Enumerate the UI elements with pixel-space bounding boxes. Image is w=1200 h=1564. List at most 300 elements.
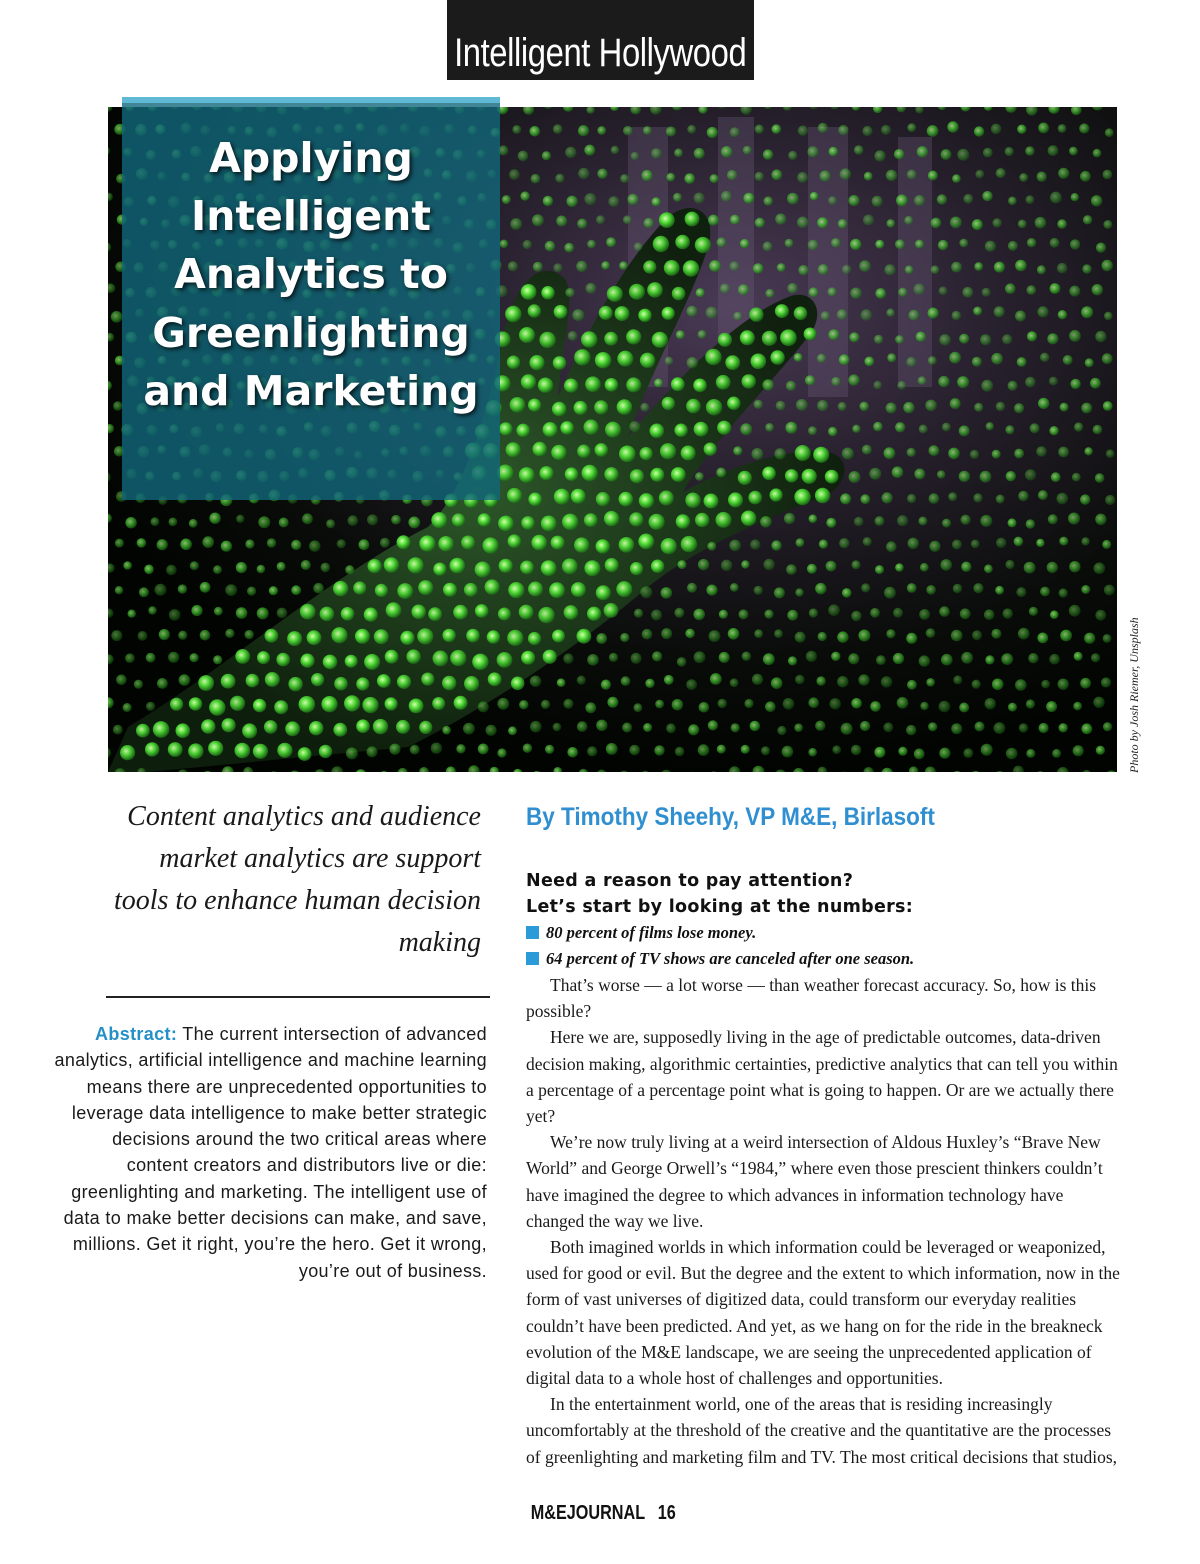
light-dot xyxy=(1082,264,1091,273)
light-dot xyxy=(432,697,445,710)
light-dot xyxy=(510,397,526,413)
light-dot xyxy=(169,518,178,527)
light-dot xyxy=(699,702,710,713)
light-dot xyxy=(1051,472,1061,482)
light-dot xyxy=(810,192,819,201)
light-dot xyxy=(762,467,776,481)
light-dot xyxy=(608,196,619,207)
light-dot xyxy=(508,582,524,598)
light-dot xyxy=(530,676,541,687)
light-dot xyxy=(300,654,314,668)
light-dot xyxy=(200,582,211,593)
light-dot xyxy=(596,720,607,731)
light-dot xyxy=(674,148,683,157)
light-dot xyxy=(279,518,289,528)
light-dot xyxy=(555,174,564,183)
light-dot xyxy=(1083,215,1092,224)
light-dot xyxy=(991,353,1003,365)
light-dot xyxy=(488,672,502,686)
light-dot xyxy=(277,743,292,758)
light-dot xyxy=(574,349,590,365)
light-dot xyxy=(906,725,916,735)
light-dot xyxy=(1049,654,1060,665)
light-dot xyxy=(952,311,961,320)
light-dot xyxy=(874,747,885,758)
light-dot xyxy=(1037,306,1048,317)
light-dot xyxy=(849,471,861,483)
light-dot xyxy=(520,191,529,200)
light-dot xyxy=(742,652,751,661)
light-dot xyxy=(587,240,596,249)
light-dot xyxy=(851,745,861,755)
light-dot xyxy=(788,656,797,665)
light-dot xyxy=(1096,243,1106,253)
light-dot xyxy=(837,676,848,687)
light-dot xyxy=(321,696,337,712)
light-dot xyxy=(375,584,388,597)
light-dot xyxy=(972,357,982,367)
light-dot xyxy=(1024,562,1036,574)
light-dot xyxy=(644,218,654,228)
light-dot xyxy=(1037,633,1048,644)
light-dot xyxy=(980,471,992,483)
light-dot xyxy=(1069,286,1080,297)
light-dot xyxy=(1090,378,1101,389)
light-dot xyxy=(497,698,509,710)
light-dot xyxy=(545,745,554,754)
light-dot xyxy=(869,468,881,480)
light-dot xyxy=(991,124,1002,135)
byline-text: By Timothy Sheehy, VP M&E, Birlasoft xyxy=(526,803,935,831)
paragraph: That’s worse — a lot worse — than weather forecast accuracy. So, how is this possible? xyxy=(526,975,1097,1022)
light-dot xyxy=(265,672,280,687)
light-dot xyxy=(815,583,826,594)
light-dot xyxy=(486,725,497,736)
light-dot xyxy=(717,421,731,435)
light-dot xyxy=(705,349,721,365)
light-dot xyxy=(311,673,324,686)
light-dot xyxy=(795,675,805,685)
light-dot xyxy=(852,560,861,569)
light-dot xyxy=(1070,379,1080,389)
light-dot xyxy=(498,608,511,621)
light-dot xyxy=(754,400,763,409)
light-dot xyxy=(753,263,764,274)
light-dot xyxy=(373,719,388,734)
light-dot xyxy=(1008,381,1018,391)
light-dot xyxy=(1069,561,1080,572)
light-dot xyxy=(851,611,861,621)
light-dot xyxy=(585,376,601,392)
light-dot xyxy=(677,657,687,667)
light-dot xyxy=(873,381,882,390)
light-dot xyxy=(213,655,222,664)
light-dot xyxy=(1047,562,1058,573)
light-dot xyxy=(577,445,590,458)
light-dot xyxy=(626,329,641,344)
light-dot xyxy=(155,584,167,596)
light-dot xyxy=(323,655,338,670)
light-dot xyxy=(368,559,382,573)
light-dot xyxy=(704,494,719,509)
light-dot xyxy=(782,746,794,758)
light-dot xyxy=(604,332,618,346)
light-dot xyxy=(543,422,558,437)
light-dot xyxy=(894,149,904,159)
light-dot xyxy=(886,309,894,317)
light-dot xyxy=(649,514,665,530)
light-dot xyxy=(785,469,798,482)
light-dot xyxy=(596,215,605,224)
light-dot xyxy=(983,148,993,158)
light-dot xyxy=(198,675,214,691)
light-dot xyxy=(191,605,202,616)
light-dot xyxy=(741,745,750,754)
light-dot xyxy=(981,380,993,392)
light-dot xyxy=(1074,652,1083,661)
light-dot xyxy=(971,540,980,549)
light-dot xyxy=(960,608,971,619)
light-dot xyxy=(337,539,346,548)
light-dot xyxy=(838,402,847,411)
light-dot xyxy=(1041,680,1050,689)
light-dot xyxy=(904,216,913,225)
bullet-square-icon xyxy=(526,952,539,965)
light-dot xyxy=(385,697,398,710)
light-dot xyxy=(123,561,132,570)
light-dot xyxy=(1057,263,1068,274)
light-dot xyxy=(727,397,740,410)
light-dot xyxy=(499,559,513,573)
light-dot xyxy=(751,354,767,370)
light-dot xyxy=(596,539,610,553)
light-dot xyxy=(941,654,953,666)
light-dot xyxy=(963,194,973,204)
light-dot xyxy=(907,170,917,180)
light-dot xyxy=(892,466,904,478)
light-dot xyxy=(1069,605,1081,617)
light-dot xyxy=(947,121,958,132)
light-dot xyxy=(830,698,841,709)
light-dot xyxy=(1103,401,1113,411)
light-dot xyxy=(671,467,686,482)
light-dot xyxy=(828,196,837,205)
light-dot xyxy=(245,539,254,548)
light-dot xyxy=(777,263,786,272)
light-dot xyxy=(831,238,841,248)
light-dot xyxy=(671,377,685,391)
light-dot xyxy=(309,721,323,735)
light-dot xyxy=(1070,239,1080,249)
light-dot xyxy=(645,679,654,688)
light-dot xyxy=(367,746,378,757)
light-dot xyxy=(818,123,828,133)
light-dot xyxy=(567,747,578,758)
light-dot xyxy=(606,743,618,755)
light-dot xyxy=(818,632,827,641)
light-dot xyxy=(1101,677,1111,687)
light-dot xyxy=(1036,446,1047,457)
light-dot xyxy=(564,605,579,620)
light-dot xyxy=(828,427,837,436)
light-dot xyxy=(136,724,150,738)
light-dot xyxy=(941,149,952,160)
light-dot xyxy=(507,356,520,369)
light-dot xyxy=(258,516,270,528)
light-dot xyxy=(428,607,442,621)
light-dot xyxy=(972,630,982,640)
light-dot xyxy=(529,355,544,370)
light-dot xyxy=(750,539,760,549)
light-dot xyxy=(939,606,950,617)
light-dot xyxy=(775,214,786,225)
light-dot xyxy=(511,677,525,691)
light-dot xyxy=(584,420,599,435)
light-dot xyxy=(718,699,727,708)
light-dot xyxy=(875,516,885,526)
light-dot xyxy=(848,374,859,385)
light-dot xyxy=(345,565,354,574)
light-dot xyxy=(247,587,256,596)
light-dot xyxy=(125,517,136,528)
light-dot xyxy=(409,699,424,714)
light-dot xyxy=(300,604,316,620)
light-dot xyxy=(287,631,302,646)
light-dot xyxy=(733,446,742,455)
light-dot xyxy=(532,442,547,457)
journal-name: M&EJOURNAL xyxy=(530,1502,645,1524)
light-dot xyxy=(864,172,873,181)
light-dot xyxy=(606,237,616,247)
light-dot xyxy=(731,723,740,732)
light-dot xyxy=(688,724,699,735)
light-dot xyxy=(346,747,358,759)
light-dot xyxy=(554,305,568,319)
light-dot xyxy=(743,193,754,204)
light-dot xyxy=(213,565,222,574)
light-dot xyxy=(1105,495,1115,505)
light-dot xyxy=(974,126,984,136)
light-dot xyxy=(695,513,709,527)
light-dot xyxy=(595,352,611,368)
light-dot xyxy=(586,283,597,294)
light-dot xyxy=(629,512,643,526)
light-dot xyxy=(1104,312,1113,321)
light-dot xyxy=(774,587,785,598)
light-dot xyxy=(1038,490,1048,500)
light-dot xyxy=(1074,422,1083,431)
light-dot xyxy=(662,307,675,320)
light-dot xyxy=(698,559,709,570)
light-dot xyxy=(762,379,773,390)
light-dot xyxy=(907,494,916,503)
light-dot xyxy=(601,680,611,690)
light-dot xyxy=(265,629,279,643)
light-dot xyxy=(973,583,983,593)
light-dot xyxy=(920,702,928,710)
light-dot xyxy=(528,582,543,597)
light-dot xyxy=(640,447,653,460)
light-dot xyxy=(961,515,971,525)
light-dot xyxy=(221,541,232,552)
light-dot xyxy=(521,374,536,389)
light-dot xyxy=(914,749,925,760)
light-dot xyxy=(619,492,634,507)
light-dot xyxy=(353,581,366,594)
light-dot xyxy=(786,564,797,575)
light-dot xyxy=(274,700,288,714)
light-dot xyxy=(764,610,773,619)
light-dot xyxy=(710,673,722,685)
light-dot xyxy=(939,286,948,295)
light-dot xyxy=(838,219,848,229)
light-dot xyxy=(858,674,869,685)
light-dot xyxy=(684,173,695,184)
light-dot xyxy=(245,630,254,639)
light-dot xyxy=(1105,128,1114,137)
light-dot xyxy=(937,470,946,479)
light-dot xyxy=(587,746,597,756)
light-dot xyxy=(364,608,378,622)
light-dot xyxy=(453,605,468,620)
light-dot xyxy=(752,448,764,460)
light-dot xyxy=(740,239,749,248)
light-dot xyxy=(139,587,149,597)
light-dot xyxy=(905,265,914,274)
light-dot xyxy=(752,674,763,685)
light-dot xyxy=(596,492,610,506)
abstract xyxy=(50,1021,487,1284)
light-dot xyxy=(662,397,675,410)
light-dot xyxy=(881,676,892,687)
light-dot xyxy=(980,515,992,527)
light-dot xyxy=(113,725,123,735)
pull-quote: Content analytics and audience market analytics are support tools to enhance human decision making xyxy=(113,801,481,958)
light-dot xyxy=(508,534,522,548)
light-dot xyxy=(661,538,677,554)
light-dot xyxy=(397,675,411,689)
light-dot xyxy=(907,123,916,132)
light-dot xyxy=(685,212,700,227)
light-dot xyxy=(601,261,610,270)
light-dot xyxy=(832,745,841,754)
light-dot xyxy=(235,649,250,664)
light-dot xyxy=(652,332,668,348)
light-dot xyxy=(1079,123,1089,133)
light-dot xyxy=(507,630,523,646)
light-dot xyxy=(829,147,839,157)
light-dot xyxy=(1001,653,1013,665)
light-dot xyxy=(652,651,662,661)
light-dot xyxy=(951,723,962,734)
light-dot xyxy=(704,443,717,456)
light-dot xyxy=(1080,678,1091,689)
light-dot xyxy=(505,306,521,322)
light-dot xyxy=(873,422,883,432)
light-dot xyxy=(159,629,170,640)
light-dot xyxy=(815,721,825,731)
light-dot xyxy=(463,723,475,735)
light-dot xyxy=(729,540,741,552)
light-dot xyxy=(716,375,731,390)
light-dot xyxy=(741,511,756,526)
light-dot xyxy=(1028,653,1038,663)
light-dot xyxy=(795,445,811,461)
light-dot xyxy=(396,720,410,734)
light-dot xyxy=(959,425,970,436)
light-dot xyxy=(341,607,355,621)
light-dot xyxy=(754,586,763,595)
light-dot xyxy=(417,628,433,644)
light-dot xyxy=(665,357,674,366)
light-dot xyxy=(257,607,269,619)
light-dot xyxy=(708,720,718,730)
light-dot xyxy=(528,304,541,317)
light-dot xyxy=(828,287,837,296)
lead-line-1: Need a reason to pay attention? xyxy=(526,871,854,891)
light-dot xyxy=(478,744,489,755)
light-dot xyxy=(919,425,928,434)
light-dot xyxy=(687,583,697,593)
light-dot xyxy=(319,745,332,758)
light-dot xyxy=(408,517,420,529)
light-dot xyxy=(1103,634,1112,643)
light-dot xyxy=(774,448,785,459)
light-dot xyxy=(291,540,301,550)
photo-credit: Photo by Josh Riemer, Unsplash xyxy=(1127,617,1141,773)
light-dot xyxy=(694,651,706,663)
light-dot xyxy=(1052,749,1061,758)
light-dot xyxy=(421,673,434,686)
light-dot xyxy=(706,585,717,596)
light-dot xyxy=(851,698,862,709)
light-dot xyxy=(565,467,579,481)
light-dot xyxy=(931,218,942,229)
light-dot xyxy=(433,563,446,576)
light-dot xyxy=(707,542,716,551)
light-dot xyxy=(574,401,588,415)
light-dot xyxy=(577,676,586,685)
light-dot xyxy=(754,629,763,638)
light-dot xyxy=(916,332,926,342)
light-dot xyxy=(893,608,903,618)
light-dot xyxy=(1103,170,1113,180)
light-dot xyxy=(996,495,1005,504)
light-dot xyxy=(938,376,949,387)
light-dot xyxy=(643,126,652,135)
light-dot xyxy=(510,218,522,230)
light-dot xyxy=(819,540,828,549)
light-dot xyxy=(539,466,553,480)
light-dot xyxy=(364,654,380,670)
light-dot xyxy=(1015,679,1027,691)
light-dot xyxy=(1084,447,1092,455)
page-footer xyxy=(0,1502,1200,1525)
light-dot xyxy=(651,560,664,573)
light-dot xyxy=(1071,193,1079,201)
light-dot xyxy=(862,445,872,455)
light-dot xyxy=(739,609,749,619)
light-dot xyxy=(253,699,266,712)
light-dot xyxy=(666,126,676,136)
light-dot xyxy=(975,170,984,179)
light-dot xyxy=(797,172,808,183)
light-dot xyxy=(802,469,817,484)
light-dot xyxy=(906,633,917,644)
light-dot xyxy=(634,703,643,712)
light-dot xyxy=(985,241,996,252)
light-dot xyxy=(442,629,455,642)
